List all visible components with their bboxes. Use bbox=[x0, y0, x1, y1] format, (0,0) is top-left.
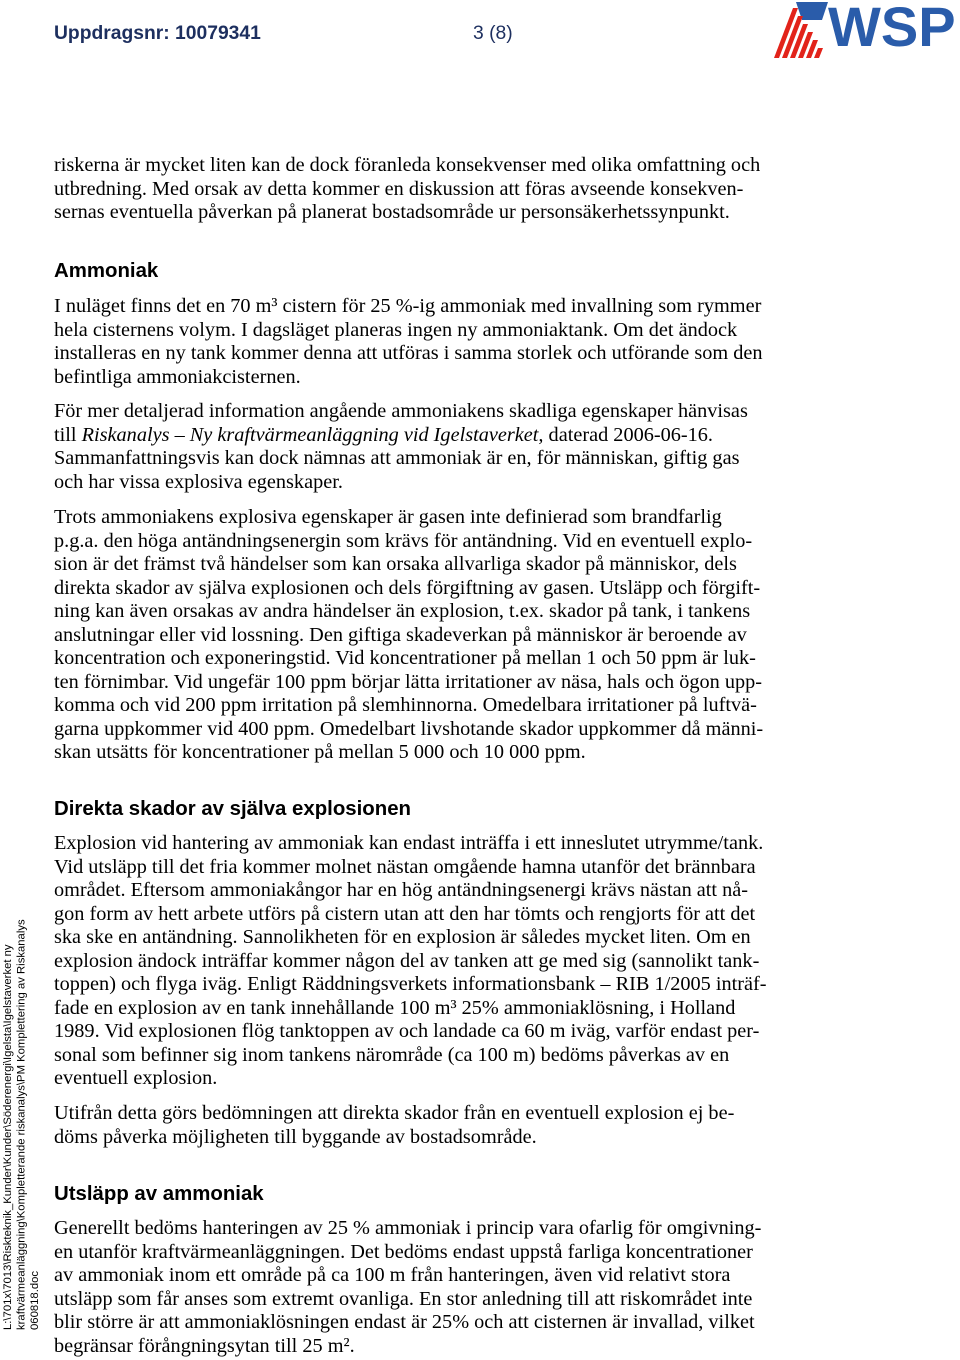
page-number: 3 (8) bbox=[473, 23, 513, 44]
text-line: området. Eftersom ammoniakångor har en hög antändningsenergi krävs nästan att nå- bbox=[54, 879, 749, 902]
text-line: toppen) och flyga iväg. Enligt Räddningsverkets informationsbank – RIB 1/2005 inträf- bbox=[54, 973, 767, 996]
text-line: Sammanfattningsvis kan dock nämnas att ammoniak är en, för människan, giftig gas bbox=[54, 447, 740, 470]
text-line: koncentration och exponeringstid. Vid koncentrationer på mellan 1 och 50 ppm är luk- bbox=[54, 647, 756, 670]
paragraph bbox=[54, 1217, 761, 1358]
file-path-margin-note bbox=[2, 915, 44, 1330]
text-line: sion är det främst två händelser som kan orsaka allvarliga skador på människor, dels bbox=[54, 553, 737, 576]
text-line: ska ske en antändning. Sannolikheten för en explosion är således mycket liten. Om en bbox=[54, 926, 751, 949]
text-line: Explosion vid hantering av ammoniak kan endast inträffa i ett inneslutet utrymme/tank. bbox=[54, 832, 764, 854]
section-heading-ammoniak: Ammoniak bbox=[54, 260, 159, 282]
text-line: skan utsätts för koncentrationer på mellan 5 000 och 10 000 ppm. bbox=[54, 741, 586, 764]
text-line: p.g.a. den höga antändningsenergin som krävs för antändning. Vid en eventuell explo- bbox=[54, 529, 753, 552]
text-run: daterad 2006-06-16. bbox=[543, 423, 714, 446]
paragraph bbox=[54, 832, 767, 1091]
text-run: till bbox=[54, 423, 82, 446]
section-heading-direkta-skador: Direkta skador av själva explosionen bbox=[54, 798, 412, 820]
paragraph-intro bbox=[54, 154, 760, 225]
text-line: 1989. Vid explosionen flög tanktoppen av och landade ca 60 m iväg, varför endast per- bbox=[54, 1020, 760, 1043]
paragraph bbox=[54, 400, 748, 494]
text-line: Utifrån detta görs bedömningen att direkta skador från en eventuell explosion ej be- bbox=[54, 1102, 735, 1124]
logo-wordmark: WSP bbox=[828, 0, 956, 58]
text-line: begränsar förångningsytan till 25 m². bbox=[54, 1334, 355, 1357]
text-line: komma och vid 200 ppm irritation på slemhinnorna. Omedelbara irritationer på luftvä- bbox=[54, 694, 757, 717]
text-line: av ammoniak inom ett område på ca 100 m från hanteringen, även vid relativt stora bbox=[54, 1264, 731, 1287]
text-line: gon form av hett arbete utförs på cistern utan att den har tömts och rengjorts för att det bbox=[54, 902, 756, 925]
text-line: För mer detaljerad information angående ammoniakens skadliga egenskaper hänvisas bbox=[54, 400, 748, 422]
wsp-logo bbox=[772, 0, 960, 62]
text-line: I nuläget finns det en 70 m³ cistern för 25 %-ig ammoniak med invallning som rymmer bbox=[54, 295, 762, 317]
text-line: ten förnimbar. Vid ungefär 100 ppm börjar lätta irritationer av näsa, hals och ögon upp- bbox=[54, 670, 763, 693]
text-line: döms påverka möjligheten till byggande av bostadsområde. bbox=[54, 1125, 537, 1148]
text-line: anslutningar eller vid lossning. Den giftiga skadeverkan på människor är beroende av bbox=[54, 623, 747, 646]
text-line: hela cisternens volym. I dagsläget planeras ingen ny ammoniaktank. Om det ändock bbox=[54, 318, 738, 341]
text-line: ning kan även orsakas av andra händelser än explosion, t.ex. skador på tank, i tankens bbox=[54, 600, 751, 623]
text-line: blir större är att ammoniaklösningen endast är 25% och att cisternen är invallad, vilket bbox=[54, 1311, 755, 1334]
paragraph bbox=[54, 295, 763, 389]
paragraph bbox=[54, 506, 763, 765]
file-path-line: L:\701x\7013\Riskteknik_Kunder\Kunder\Söderenergi\Igelsta\Igelstaverket ny bbox=[2, 944, 14, 1330]
paragraph bbox=[54, 1102, 734, 1149]
text-line: direkta skador av själva explosionen och dels förgiftning av gasen. Utsläpp och förgift- bbox=[54, 576, 761, 599]
text-line: en utanför kraftvärmeanläggningen. Det bedöms endast uppstå farliga koncentrationer bbox=[54, 1240, 753, 1263]
text-line: befintliga ammoniakcisternen. bbox=[54, 365, 301, 388]
text-line: Generellt bedöms hanteringen av 25 % ammoniak i princip vara ofarlig för omgivning- bbox=[54, 1217, 762, 1239]
text-line: och har vissa explosiva egenskaper. bbox=[54, 470, 343, 493]
file-path-line: 060818.doc bbox=[29, 1270, 41, 1330]
text-line: Vid utsläpp till det fria kommer molnet nästan omgående hamna utanför det brännbara bbox=[54, 855, 756, 878]
text-line bbox=[54, 424, 748, 448]
text-line: installeras en ny tank kommer denna att utföras i samma storlek och utförande som den bbox=[54, 342, 763, 365]
text-line: eventuell explosion. bbox=[54, 1067, 218, 1090]
text-line: garna uppkommer vid 400 ppm. Omedelbart livshotande skador uppkommer då männi- bbox=[54, 717, 764, 740]
text-line: fade en explosion av en tank innehållande 100 m³ 25% ammoniaklösning, i Holland bbox=[54, 996, 736, 1019]
project-number: Uppdragsnr: 10079341 bbox=[54, 23, 261, 44]
text-line: utbredning. Med orsak av detta kommer en diskussion att föras avseende konsekven- bbox=[54, 177, 744, 200]
text-line: explosion ändock inträffar kommer någon del av tanken att ge med sig (sannolikt tank- bbox=[54, 949, 760, 972]
report-title-reference: Riskanalys – Ny kraftvärmeanläggning vid Igelstaverket, bbox=[81, 423, 544, 446]
text-line: utsläpp som får anses som extremt ovanliga. En stor anledning till att riskområdet inte bbox=[54, 1287, 753, 1310]
text-line: riskerna är mycket liten kan de dock föranleda konsekvenser med olika omfattning och bbox=[54, 154, 761, 176]
logo-emblem-icon bbox=[774, 2, 828, 58]
text-line: sonal som befinner sig inom tankens närområde (ca 100 m) bedöms påverkas av en bbox=[54, 1043, 730, 1066]
section-heading-utslapp: Utsläpp av ammoniak bbox=[54, 1183, 264, 1205]
file-path-line: kraftvärmeanläggning\Kompletterande riskanalys\PM Komplettering av Riskanalys bbox=[15, 919, 28, 1330]
text-line: sernas eventuella påverkan på planerat bostadsområde ur personsäkerhetssynpunkt. bbox=[54, 201, 730, 224]
text-line: Trots ammoniakens explosiva egenskaper är gasen inte definierad som brandfarlig bbox=[54, 506, 722, 528]
